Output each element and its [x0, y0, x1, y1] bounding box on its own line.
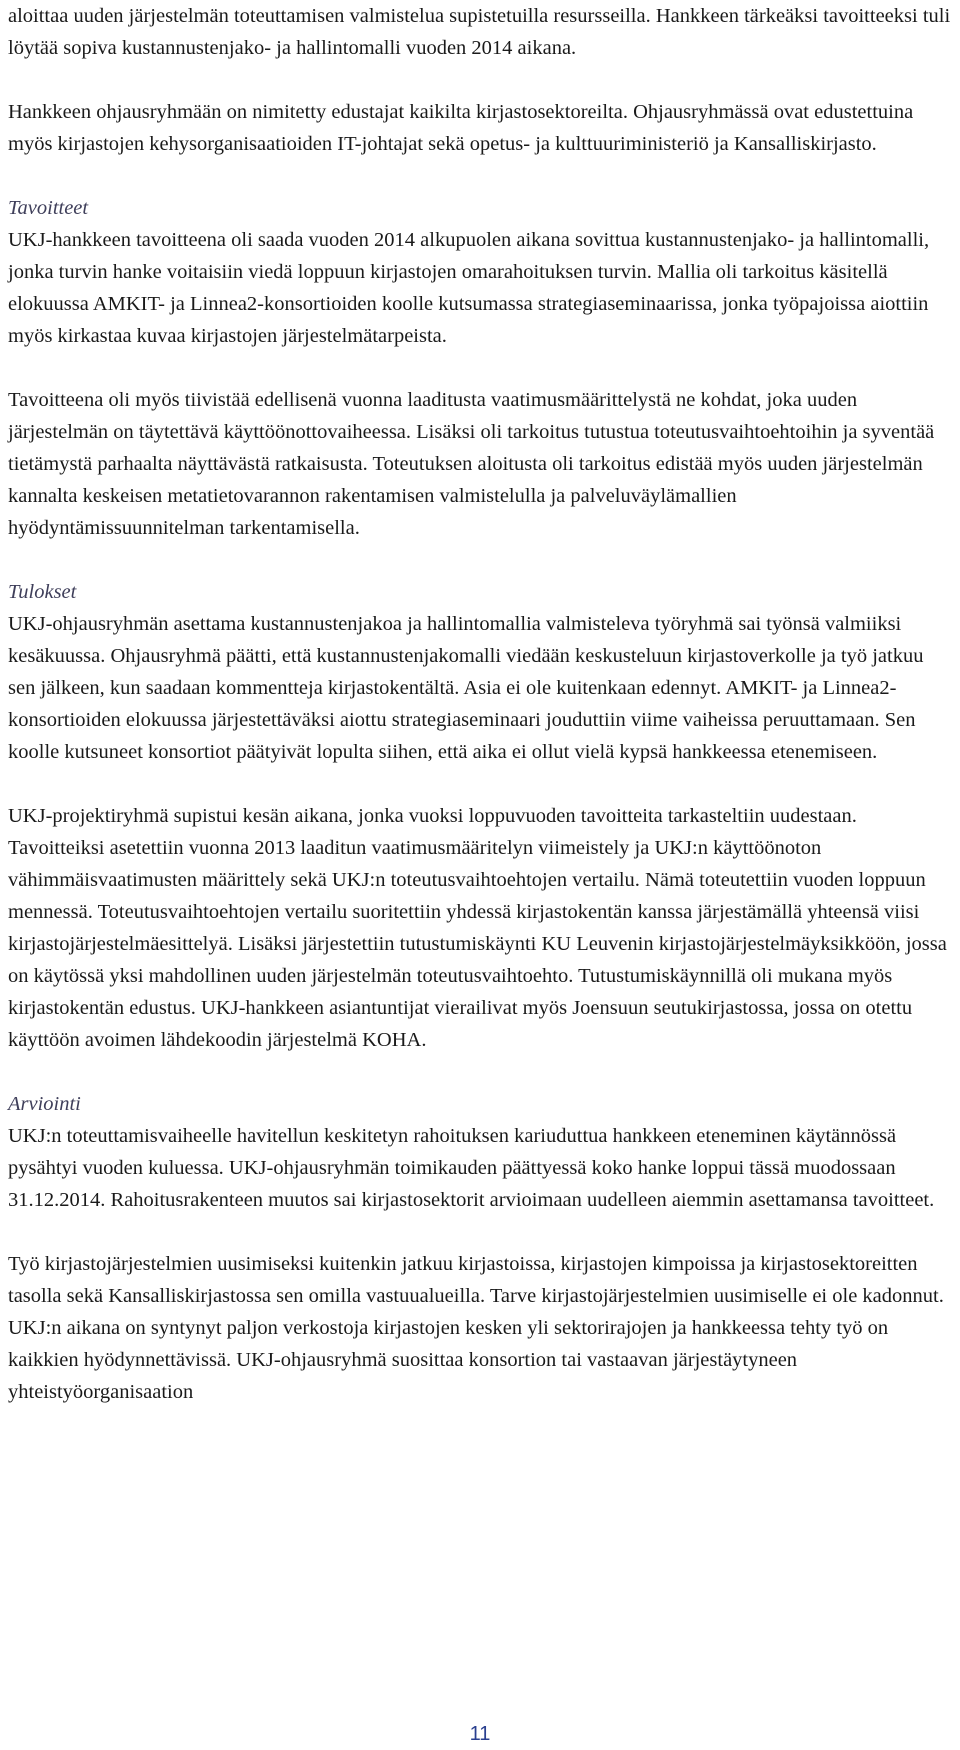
section-paragraph: UKJ:n toteuttamisvaiheelle havitellun keskitetyn rahoituksen kariuduttua hankkeen eteneminen käytännössä pysähtyi vuoden kuluessa. UKJ-ohjausryhmän toimikauden päättyessä koko hanke loppui tässä muodossaan 31.12.2014. Rahoitusrakenteen muutos sai kirjastosektorit arvioimaan uudelleen aiemmin asettamansa tavoitteet. — [8, 1125, 935, 1211]
paragraph-spacer — [8, 544, 952, 576]
paragraph-spacer — [8, 64, 952, 96]
section-paragraph: UKJ-projektiryhmä supistui kesän aikana, jonka vuoksi loppuvuoden tavoitteita tarkasteltiin uudestaan. Tavoitteiksi asetettiin vuonna 2013 laaditun vaatimusmääritelyn viimeistely ja UKJ:n käyttöönoton vähimmäisvaatimusten määrittely sekä UKJ:n toteutusvaihtoehtojen vertailu. Nämä toteutettiin vuoden loppuun mennessä. Toteutusvaihtoehtojen vertailu suoritettiin yhdessä kirjastokentän kanssa järjestämällä yhteensä viisi kirjastojärjestelmäesittelyä. Lisäksi järjestettiin tutustumiskäynti KU Leuvenin kirjastojärjestelmäyksikköön, jossa on käytössä yksi mahdollinen uuden järjestelmän toteutusvaihtoehto. Tutustumiskäynnillä oli mukana myös kirjastokentän edustus. UKJ-hankkeen asiantuntijat vierailivat myös Joensuun seutukirjastossa, jossa on otettu käyttöön avoimen lähdekoodin järjestelmä KOHA. — [8, 805, 947, 1051]
document-page — [8, 0, 952, 1408]
section-heading: Tavoitteet — [8, 197, 89, 219]
paragraph-spacer — [8, 352, 952, 384]
section-paragraph: Työ kirjastojärjestelmien uusimiseksi kuitenkin jatkuu kirjastoissa, kirjastojen kimpoissa ja kirjastosektoreitten tasolla sekä Kansalliskirjastossa sen omilla vastuualueilla. Tarve kirjastojärjestelmien uusimiselle ei ole kadonnut. UKJ:n aikana on syntynyt paljon verkostoja kirjastojen kesken yli sektorirajojen ja hankkeessa tehty työ on kaikkien hyödynnettävissä. UKJ-ohjausryhmä suosittaa konsortion tai vastaavan järjestäytyneen yhteistyöorganisaation — [8, 1253, 944, 1403]
page-number: 11 — [469, 1723, 491, 1745]
paragraph-spacer — [8, 1216, 952, 1248]
paragraph-spacer — [8, 160, 952, 192]
section-heading: Arviointi — [8, 1093, 81, 1115]
section-heading: Tulokset — [8, 581, 77, 603]
section-tulokset — [8, 576, 952, 1056]
paragraph-spacer — [8, 1056, 952, 1088]
paragraph-spacer — [8, 768, 952, 800]
intro-paragraph: Hankkeen ohjausryhmään on nimitetty edustajat kaikilta kirjastosektoreilta. Ohjausryhmässä ovat edustettuina myös kirjastojen kehysorganisaatioiden IT-johtajat sekä opetus- ja kulttuuriministeriö ja Kansalliskirjasto. — [8, 101, 914, 155]
section-tavoitteet — [8, 192, 952, 544]
section-paragraph: UKJ-ohjausryhmän asettama kustannustenjakoa ja hallintomallia valmisteleva työryhmä sai työnsä valmiiksi kesäkuussa. Ohjausryhmä päätti, että kustannustenjakomalli viedään keskusteluun kirjastoverkolle ja työ jatkuu sen jälkeen, kun saadaan kommentteja kirjastokentältä. Asia ei ole kuitenkaan edennyt. AMKIT- ja Linnea2-konsortioiden elokuussa järjestettäväksi aiottu strategiaseminaari jouduttiin viime vaiheissa peruuttamaan. Sen koolle kutsuneet konsortiot päätyivät lopulta siihen, että aika ei ollut vielä kypsä hankkeessa etenemiseen. — [8, 613, 924, 763]
section-paragraph: Tavoitteena oli myös tiivistää edellisenä vuonna laaditusta vaatimusmäärittelystä ne kohdat, joka uuden järjestelmän on täytettävä käyttöönottovaiheessa. Lisäksi oli tarkoitus tutustua toteutusvaihtoehtoihin ja syventää tietämystä parhaalta näyttävästä ratkaisusta. Toteutuksen aloitusta oli tarkoitus edistää myös uuden järjestelmän kannalta keskeisen metatietovarannon rakentamisen valmistelulla ja palveluväylämallien hyödyntämissuunnitelman tarkentamisella. — [8, 389, 935, 539]
section-paragraph: UKJ-hankkeen tavoitteena oli saada vuoden 2014 alkupuolen aikana sovittua kustannustenjako- ja hallintomalli, jonka turvin hanke voitaisiin viedä loppuun kirjastojen omarahoituksen turvin. Mallia oli tarkoitus käsitellä elokuussa AMKIT- ja Linnea2-konsortioiden koolle kutsumassa strategiaseminaarissa, jonka työpajoissa aiottiin myös kirkastaa kuvaa kirjastojen järjestelmätarpeista. — [8, 229, 930, 347]
intro-paragraph: aloittaa uuden järjestelmän toteuttamisen valmistelua supistetuilla resursseilla. Hankkeen tärkeäksi tavoitteeksi tuli löytää sopiva kustannustenjako- ja hallintomalli vuoden 2014 aikana. — [8, 5, 951, 59]
section-arviointi — [8, 1088, 952, 1408]
